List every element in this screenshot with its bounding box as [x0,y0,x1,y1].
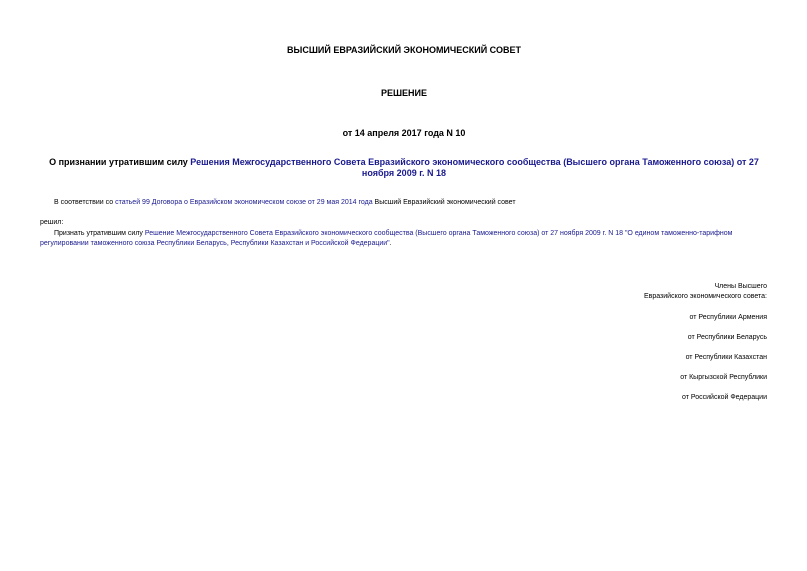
p1-prefix: В соответствии со [54,199,116,206]
document-heading [40,157,768,179]
signature-armenia: от Республики Армения [689,314,767,321]
date-number: от 14 апреля 2017 года N 10 [342,128,466,138]
signatures-block [567,282,767,413]
council-title: ВЫСШИЙ ЕВРАЗИЙСКИЙ ЭКОНОМИЧЕСКИЙ СОВЕТ [287,45,521,55]
signature-kyrgyzstan: от Кыргызской Республики [680,374,767,381]
heading-prefix: О признании утратившим силу [49,157,191,167]
paragraph-decision [40,229,770,249]
members-heading [567,282,767,302]
article-99-link[interactable]: статьей 99 Договора о Евразийском экономическом союзе от 29 мая 2014 года [115,199,373,206]
decision-18-link[interactable]: Решение Межгосударственного Совета Евразийского экономического сообщества (Высшего органа Таможенного союза) от 27 ноября 2009 г. N 18 "О едином таможенно-тарифном регулировании таможенного союза Республики Беларусь, Республики Казахстан и Российской Федерации" [40,230,733,247]
p2-suffix: . [389,240,392,247]
signature-russia: от Российской Федерации [681,394,767,401]
paragraph-basis [40,198,770,208]
signature-kazakhstan: от Республики Казахстан [685,354,767,361]
members-line-1: Члены Высшего [714,283,767,290]
resolved-label: решил: [40,219,64,226]
p1-suffix: Высший Евразийский экономический совет [372,199,516,206]
members-line-2: Евразийского экономического совета: [643,293,767,300]
document-type: РЕШЕНИЕ [380,88,428,98]
heading-link[interactable]: Решения Межгосударственного Совета Евразийского экономического сообщества (Высшего органа Таможенного союза) от 27 ноября 2009 г. N 18 [190,157,759,178]
signature-belarus: от Республики Беларусь [687,334,767,341]
p2-prefix: Признать утратившим силу [54,230,145,237]
